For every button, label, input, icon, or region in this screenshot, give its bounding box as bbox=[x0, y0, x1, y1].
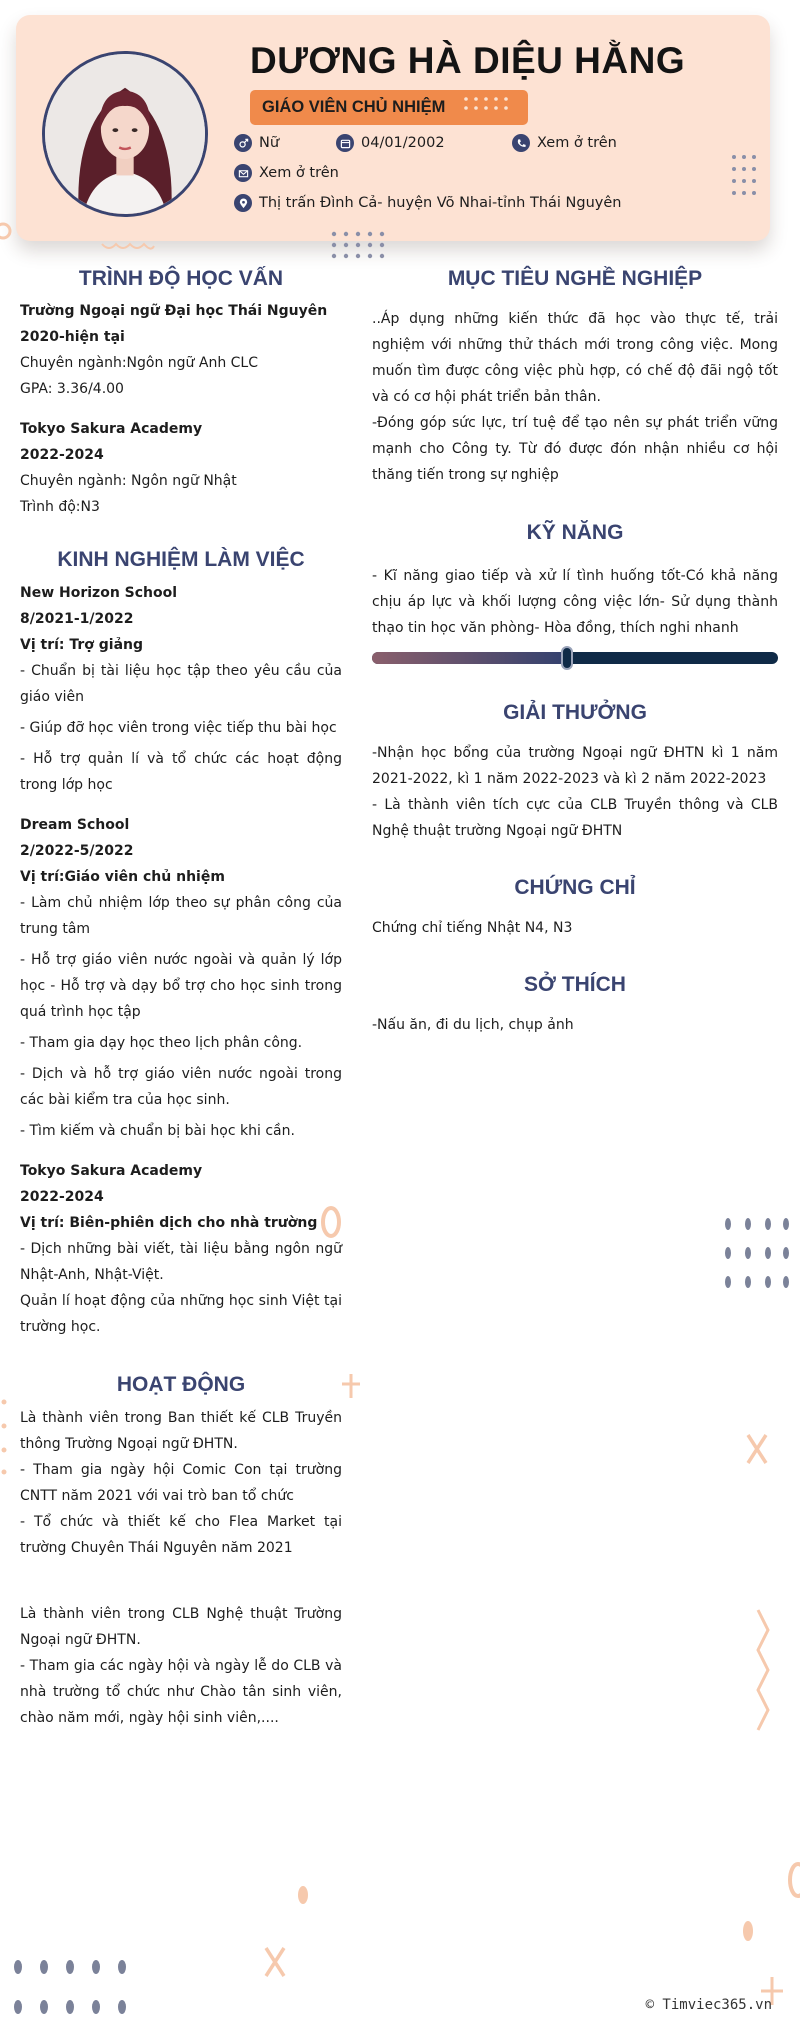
experience-title: KINH NGHIỆM LÀM VIỆC bbox=[57, 548, 305, 571]
header-card bbox=[16, 15, 770, 241]
objective-section bbox=[372, 306, 778, 488]
oval-decoration bbox=[740, 1918, 756, 1944]
gender-info bbox=[234, 133, 279, 153]
experience-item: - Hỗ trợ giáo viên nước ngoài và quản lý lớp học - Hỗ trợ và dạy bổ trợ cho học sinh trong quá trình học tập bbox=[20, 952, 342, 1020]
experience-period: 2022-2024 bbox=[20, 1189, 104, 1205]
education-detail: Chuyên ngành:Ngôn ngữ Anh CLC bbox=[20, 355, 258, 371]
activity-item: Là thành viên trong CLB Nghệ thuật Trường Ngoại ngữ ĐHTN. bbox=[20, 1606, 342, 1648]
birthday-value: 04/01/2002 bbox=[361, 135, 445, 151]
candidate-name: DƯƠNG HÀ DIỆU HẰNG bbox=[250, 40, 686, 81]
experience-item: - Làm chủ nhiệm lớp theo sự phân công của trung tâm bbox=[20, 895, 342, 937]
experience-period: 2/2022-5/2022 bbox=[20, 843, 134, 859]
hobbies-section bbox=[372, 1012, 778, 1038]
education-period: 2022-2024 bbox=[20, 447, 104, 463]
hobbies-title: SỞ THÍCH bbox=[524, 973, 626, 996]
location-icon bbox=[234, 194, 252, 212]
experience-position: Vị trí: Trợ giảng bbox=[20, 637, 144, 653]
zigzag-decoration bbox=[100, 240, 156, 254]
gender-icon bbox=[234, 134, 252, 152]
badge-dots-decoration bbox=[462, 95, 518, 119]
profile-photo bbox=[45, 54, 205, 214]
address-value: Thị trấn Đình Cả- huyện Võ Nhai-tỉnh Thái Nguyên bbox=[259, 195, 622, 211]
skill-level-fill bbox=[372, 652, 567, 664]
award-item: - Là thành viên tích cực của CLB Truyền thông và CLB Nghệ thuật trường Ngoại ngữ ĐHTN bbox=[372, 797, 778, 839]
job-title-badge bbox=[250, 90, 528, 125]
edge-dots-decoration bbox=[0, 1396, 10, 1476]
gender-value: Nữ bbox=[259, 135, 280, 151]
activity-item: - Tham gia các ngày hội và ngày lễ do CLB và nhà trường tổ chức như Chào tân sinh viên, chào năm mới, ngày hội sinh viên,.... bbox=[20, 1658, 342, 1726]
experience-item: - Dịch và hỗ trợ giáo viên nước ngoài trong các bài kiểm tra của học sinh. bbox=[20, 1066, 342, 1108]
calendar-icon bbox=[336, 134, 354, 152]
header-bottom-dots-decoration bbox=[330, 230, 396, 262]
education-school: Tokyo Sakura Academy bbox=[20, 421, 203, 437]
experience-item: - Giúp đỡ học viên trong việc tiếp thu bài học bbox=[20, 720, 337, 736]
skill-level-bar bbox=[372, 652, 778, 664]
avatar bbox=[42, 51, 208, 217]
experience-position: Vị trí:Giáo viên chủ nhiệm bbox=[20, 869, 225, 885]
wave-decoration bbox=[752, 1608, 772, 1734]
experience-period: 8/2021-1/2022 bbox=[20, 611, 134, 627]
education-section bbox=[20, 298, 342, 520]
header-dots-decoration bbox=[730, 153, 760, 213]
address-info bbox=[234, 193, 621, 213]
experience-item: - Tìm kiếm và chuẩn bị bài học khi cần. bbox=[20, 1123, 295, 1139]
skills-title: KỸ NĂNG bbox=[526, 521, 624, 544]
certificates-title: CHỨNG CHỈ bbox=[514, 876, 636, 899]
skills-text: - Kĩ năng giao tiếp và xử lí tình huống tốt-Có khả năng chịu áp lực và khối lượng công việc lớn- Sử dụng thành thạo tin học văn phòng- Hòa đồng, thích nghi nhanh bbox=[372, 568, 778, 636]
activity-item: Là thành viên trong Ban thiết kế CLB Truyền thông Trường Ngoại ngữ ĐHTN. bbox=[20, 1410, 342, 1452]
plus-decoration bbox=[340, 1372, 362, 1400]
oval-decoration bbox=[295, 1883, 311, 1907]
experience-item: - Hỗ trợ quản lí và tổ chức các hoạt động trong lớp học bbox=[20, 751, 342, 793]
experience-section bbox=[20, 580, 342, 1340]
certificate-item: Chứng chỉ tiếng Nhật N4, N3 bbox=[372, 920, 573, 936]
awards-title: GIẢI THƯỞNG bbox=[503, 701, 647, 724]
activities-section bbox=[20, 1405, 342, 1731]
email-info bbox=[234, 163, 339, 183]
activity-item: - Tham gia ngày hội Comic Con tại trường CNTT năm 2021 với vai trò ban tổ chức bbox=[20, 1462, 342, 1504]
education-period: 2020-hiện tại bbox=[20, 329, 125, 345]
experience-company: Tokyo Sakura Academy bbox=[20, 1163, 203, 1179]
objective-paragraph: ..Áp dụng những kiến thức đã học vào thực tế, trải nghiệm với những thử thách mới trong công việc. Mong muốn tìm được công việc phù hợp, có chế độ đãi ngộ tốt và có cơ hội phát triển bản thân. bbox=[372, 311, 778, 405]
experience-item: Quản lí hoạt động của những học sinh Việt tại trường học. bbox=[20, 1293, 342, 1335]
education-detail: GPA: 3.36/4.00 bbox=[20, 381, 124, 397]
phone-info bbox=[512, 133, 617, 153]
hobby-item: -Nấu ăn, đi du lịch, chụp ảnh bbox=[372, 1017, 574, 1033]
education-detail: Trình độ:N3 bbox=[20, 499, 100, 515]
education-detail: Chuyên ngành: Ngôn ngữ Nhật bbox=[20, 473, 237, 489]
experience-item: - Tham gia dạy học theo lịch phân công. bbox=[20, 1035, 303, 1051]
activity-item: - Tổ chức và thiết kế cho Flea Market tại trường Chuyên Thái Nguyên năm 2021 bbox=[20, 1514, 342, 1556]
ring-decoration bbox=[0, 220, 14, 242]
cross-decoration bbox=[744, 1432, 770, 1466]
award-item: -Nhận học bổng của trường Ngoại ngữ ĐHTN kì 1 năm 2021-2022, kì 1 năm 2022-2023 và kì 2 năm 2022-2023 bbox=[372, 745, 778, 787]
awards-section bbox=[372, 740, 778, 844]
email-value: Xem ở trên bbox=[259, 165, 339, 181]
experience-item: - Dịch những bài viết, tài liệu bằng ngôn ngữ Nhật-Anh, Nhật-Việt. bbox=[20, 1241, 342, 1283]
bottom-dots-decoration bbox=[10, 1955, 134, 2021]
cross-decoration bbox=[262, 1945, 288, 1979]
education-title: TRÌNH ĐỘ HỌC VẤN bbox=[78, 267, 284, 290]
objective-title: MỤC TIÊU NGHỀ NGHIỆP bbox=[447, 267, 703, 290]
birthday-info bbox=[336, 133, 445, 153]
experience-item: - Chuẩn bị tài liệu học tập theo yêu cầu của giáo viên bbox=[20, 663, 342, 705]
ring-decoration bbox=[782, 1860, 800, 1900]
objective-paragraph: -Đóng góp sức lực, trí tuệ để tạo nên sự phát triển vững mạnh cho Công ty. Từ đó được đón nhận nhiều cơ hội thăng tiến trong sự nghiệp bbox=[372, 415, 778, 483]
skill-level-knob bbox=[561, 646, 573, 670]
skills-section bbox=[372, 563, 778, 641]
experience-company: New Horizon School bbox=[20, 585, 178, 601]
activities-title: HOẠT ĐỘNG bbox=[116, 1373, 246, 1396]
phone-icon bbox=[512, 134, 530, 152]
experience-position: Vị trí: Biên-phiên dịch cho nhà trường bbox=[20, 1215, 318, 1231]
phone-value: Xem ở trên bbox=[537, 135, 617, 151]
watermark: © Timviec365.vn bbox=[645, 1997, 772, 2013]
job-title: GIÁO VIÊN CHỦ NHIỆM bbox=[262, 98, 446, 116]
right-dots-decoration bbox=[720, 1212, 790, 1292]
certificates-section bbox=[372, 915, 778, 941]
experience-company: Dream School bbox=[20, 817, 130, 833]
education-school: Trường Ngoại ngữ Đại học Thái Nguyên bbox=[20, 303, 328, 319]
ring-decoration bbox=[318, 1204, 344, 1240]
email-icon bbox=[234, 164, 252, 182]
